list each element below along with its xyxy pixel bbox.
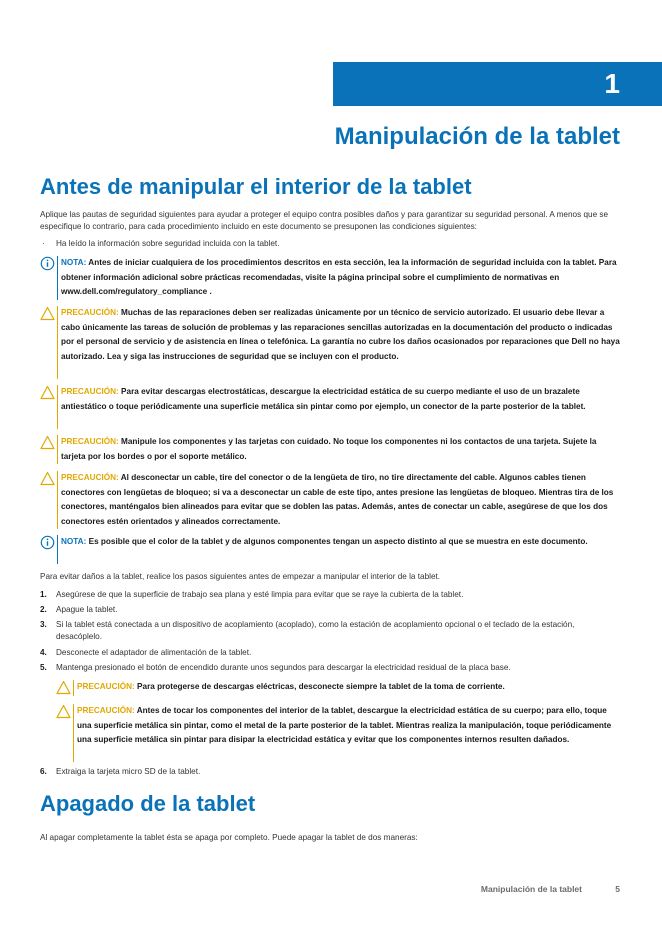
step-item <box>40 604 622 616</box>
step-item <box>40 766 622 778</box>
list-item <box>40 238 622 250</box>
warning-icon <box>40 385 55 400</box>
warning-icon <box>40 471 55 486</box>
step-item <box>40 647 622 659</box>
bullet-marker: · <box>42 239 45 248</box>
step-number: 4. <box>40 648 47 657</box>
page-number: 5 <box>615 884 620 894</box>
caution-authorized-repairs <box>40 306 622 379</box>
caution-disconnect-cable <box>40 471 622 529</box>
step-item <box>40 589 622 601</box>
step-number: 6. <box>40 767 47 776</box>
step-number: 3. <box>40 620 47 629</box>
footer-chapter-title: Manipulación de la tablet <box>480 884 582 894</box>
caution-keyword: PRECAUCIÓN: <box>77 682 135 691</box>
caution-handle-components <box>40 435 622 464</box>
caution-keyword: PRECAUCIÓN: <box>61 473 119 482</box>
step-number: 2. <box>40 605 47 614</box>
caution-keyword: PRECAUCIÓN: <box>61 387 119 396</box>
note-text: Antes de iniciar cualquiera de los procedimientos descritos en esta sección, lea la información de seguridad incluida con la tablet. Para obtener información adicional sobre prácticas recomendadas, visite la página principal sobre el cumplimiento de normativas en www.dell.com/regulatory_compliance . <box>61 258 617 297</box>
chapter-title: Manipulación de la tablet <box>334 123 620 150</box>
info-icon <box>40 535 55 550</box>
step-text: Si la tablet está conectada a un dispositivo de acoplamiento (acoplado), como la estación de acoplamiento opcional o el teclado de la estación, desacóplelo. <box>56 620 575 641</box>
note-color-difference <box>40 535 622 564</box>
section-title-before-working: Antes de manipular el interior de la tablet <box>40 174 472 199</box>
section-intro: Aplique las pautas de seguridad siguientes para ayudar a proteger el equipo contra posibles daños y para garantizar su seguridad personal. A menos que se especifique lo contrario, para cada procedimiento incluido en este documento se presuponen las condiciones siguientes: <box>40 210 609 231</box>
note-safety-info <box>40 256 622 300</box>
step-text: Apague la tablet. <box>56 605 118 614</box>
note-text: Es posible que el color de la tablet y de algunos componentes tengan un aspecto distinto al que se muestra en este documento. <box>86 537 588 546</box>
section-intro-shutdown: Al apagar completamente la tablet ésta se apaga por completo. Puede apagar la tablet de dos maneras: <box>40 833 418 842</box>
caution-electrostatic <box>40 385 622 429</box>
step-item <box>40 619 622 643</box>
caution-electric-shock <box>56 680 622 696</box>
caution-static-discharge <box>56 704 622 762</box>
warning-icon <box>56 680 71 695</box>
warning-icon <box>40 306 55 321</box>
warning-icon <box>40 435 55 450</box>
note-keyword: NOTA: <box>61 258 87 267</box>
bullet-text: Ha leído la información sobre seguridad incluida con la tablet. <box>56 239 280 248</box>
steps-intro: Para evitar daños a la tablet, realice los pasos siguientes antes de empezar a manipular el interior de la tablet. <box>40 572 441 581</box>
warning-icon <box>56 704 71 719</box>
step-number: 5. <box>40 663 47 672</box>
caution-text: Para evitar descargas electrostáticas, descargue la electricidad estática de su cuerpo mediante el uso de un brazalete antiestático o toque periódicamente una superficie metálica sin pintar como por ejemplo, un conector de la parte posterior de la tablet. <box>61 387 586 411</box>
caution-keyword: PRECAUCIÓN: <box>61 437 119 446</box>
note-keyword: NOTA: <box>61 537 87 546</box>
caution-keyword: PRECAUCIÓN: <box>77 706 135 715</box>
info-icon <box>40 256 55 271</box>
caution-text: Para protegerse de descargas eléctricas, desconecte siempre la tablet de la toma de corriente. <box>134 682 505 691</box>
step-number: 1. <box>40 590 47 599</box>
caution-text: Muchas de las reparaciones deben ser realizadas únicamente por un técnico de servicio autorizado. El usuario debe llevar a cabo únicamente las tareas de solución de problemas y las reparaciones sencillas autorizadas en la documentación del producto o indicadas por el personal de servicio y de asistencia en línea o telefónica. La garantía no cubre los daños ocasionados por reparaciones que Dell no haya autorizado. Lea y siga las instrucciones de seguridad que se incluyen con el producto. <box>61 308 620 361</box>
caution-text: Manipule los componentes y las tarjetas con cuidado. No toque los componentes ni los contactos de una tarjeta. Sujete la tarjeta por los bordes o por el soporte metálico. <box>61 437 597 461</box>
step-text: Asegúrese de que la superficie de trabajo sea plana y esté limpia para evitar que se raye la cubierta de la tablet. <box>56 590 464 599</box>
chapter-bar <box>333 62 662 106</box>
caution-text: Antes de tocar los componentes del interior de la tablet, descargue la electricidad estática de su cuerpo; para ello, toque una superficie metálica sin pintar, como el metal de la parte posterior de la tablet. Mientras realiza la manipulación, toque periódicamente una superficie metálica sin pintar para disipar la electricidad estática y evitar que los componentes internos resulten dañados. <box>77 706 612 745</box>
step-text: Extraiga la tarjeta micro SD de la tablet. <box>56 767 201 776</box>
caution-keyword: PRECAUCIÓN: <box>61 308 119 317</box>
caution-text: Al desconectar un cable, tire del conector o de la lengüeta de tiro, no tire directamente del cable. Algunos cables tienen conectores con lengüetas de bloqueo; si va a desconectar un cable de este tipo, antes presione las lengüetas de bloqueo. Mientras tira de los conectores, manténgalos bien alineados para evitar que se doblen las patas. Además, antes de conectar un cable, asegúrese de que los dos conectores estén orientados y alineados correctamente. <box>61 473 614 526</box>
step-text: Mantenga presionado el botón de encendido durante unos segundos para descargar la electricidad residual de la placa base. <box>56 663 511 672</box>
chapter-number: 1 <box>604 68 620 99</box>
section-title-shutdown: Apagado de la tablet <box>40 791 256 816</box>
step-text: Desconecte el adaptador de alimentación de la tablet. <box>56 648 252 657</box>
step-item <box>40 662 622 674</box>
